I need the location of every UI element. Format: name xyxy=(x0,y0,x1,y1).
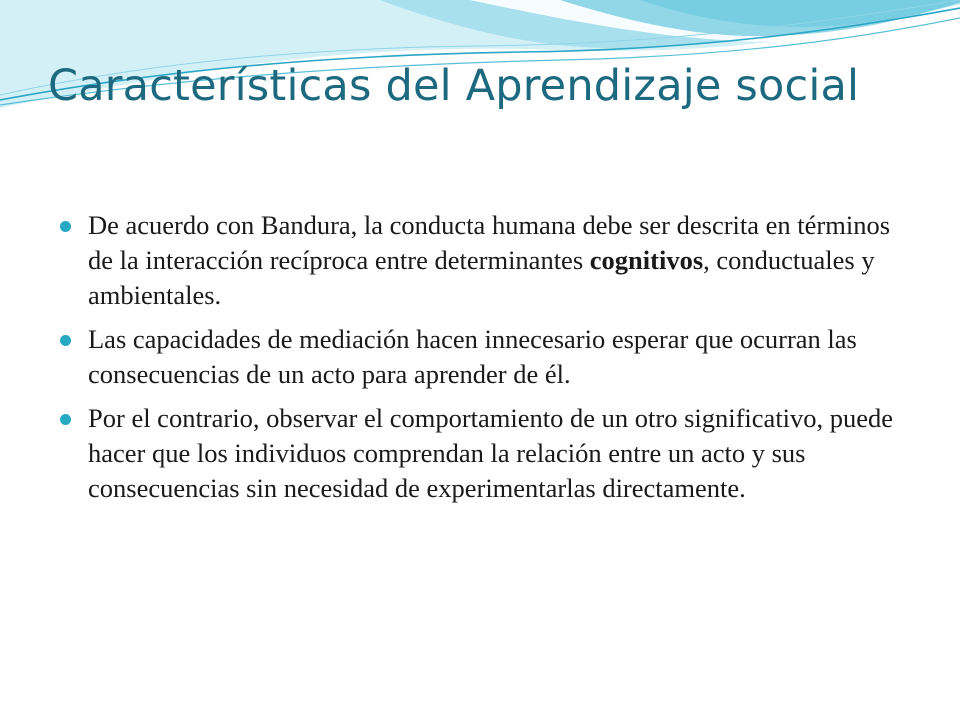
bullet-text-bold: cognitivos xyxy=(589,245,704,275)
bullet-text: De acuerdo con Bandura, la conducta humana debe ser descrita en términos de la interacción recíproca entre determinantes xyxy=(88,210,891,275)
bullet-text-continued: , conductuales y ambientales. xyxy=(88,245,875,310)
bullet-item xyxy=(60,322,910,392)
bullet-text: Por el contrario, observar el comportamiento de un otro significativo, puede hacer que los individuos comprendan la relación entre un acto y sus consecuencias sin necesidad de experimentarlas directamente. xyxy=(88,403,894,503)
bullet-list xyxy=(60,208,910,515)
bullet-item xyxy=(60,208,910,313)
bullet-marker-icon xyxy=(60,221,71,232)
slide-title: Características del Aprendizaje social xyxy=(48,61,860,111)
bullet-marker-icon xyxy=(60,414,71,425)
bullet-text: Las capacidades de mediación hacen innecesario esperar que ocurran las consecuencias de un acto para aprender de él. xyxy=(88,324,857,389)
bullet-marker-icon xyxy=(60,335,71,346)
bullet-item xyxy=(60,401,910,506)
